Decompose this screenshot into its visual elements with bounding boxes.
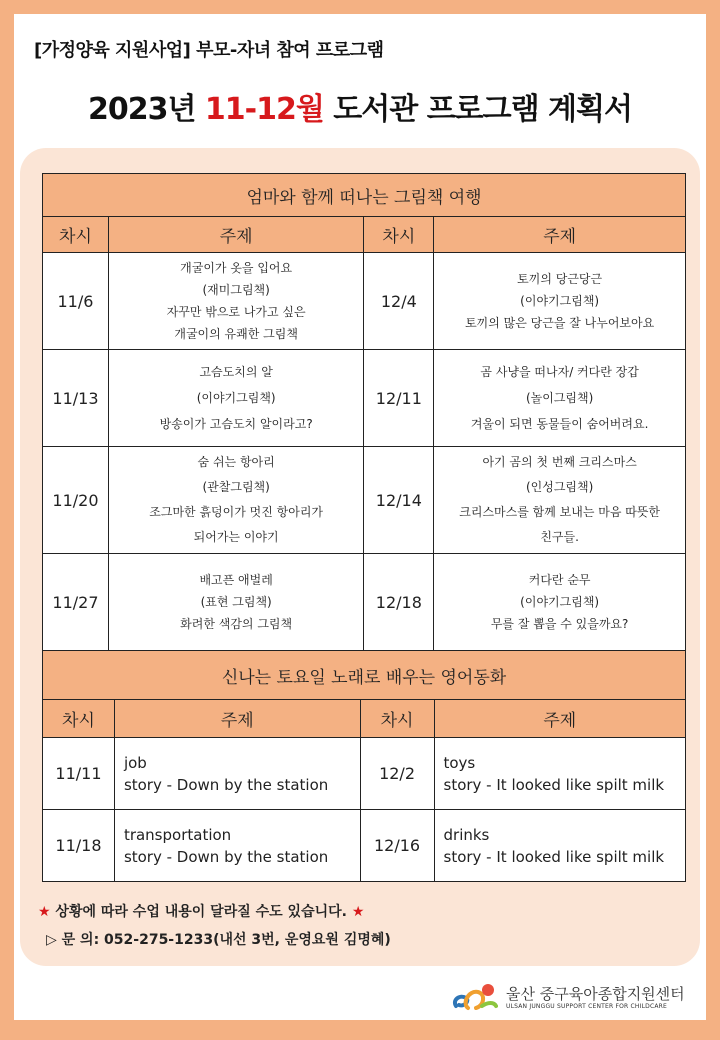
book-title: 고슴도치의 알 (199, 365, 273, 379)
table-row (43, 554, 686, 651)
table-row (43, 447, 686, 554)
col-session: 차시 (43, 700, 115, 738)
topic-word: job (123, 753, 147, 772)
book-title: 아기 곰의 첫 번째 크리스마스 (482, 455, 637, 469)
topic-word: transportation (123, 825, 232, 844)
logo-name: 울산 중구육아종합지원센터 (506, 985, 685, 1003)
col-topic: 주제 (434, 217, 686, 253)
table-row (43, 253, 686, 350)
story-title: story - It looked like spilt milk (443, 775, 665, 794)
book-desc: 크리스마스를 함께 보내는 마음 따뜻한 (459, 505, 660, 519)
topic-word: drinks (443, 825, 490, 844)
picture-book-table (42, 173, 686, 651)
book-genre: (이야기그림책) (196, 391, 276, 405)
book-desc: 조그마한 흙덩이가 멋진 항아리가 (149, 505, 324, 519)
col-topic: 주제 (114, 700, 360, 738)
session-date: 11/18 (43, 810, 115, 882)
table-title: 엄마와 함께 떠나는 그림책 여행 (43, 174, 686, 217)
contact-info (46, 929, 391, 949)
table-row (43, 810, 686, 882)
session-date: 12/14 (364, 447, 434, 554)
topic-cell (434, 253, 686, 350)
book-genre: (재미그림책) (202, 283, 270, 297)
col-topic: 주제 (434, 700, 686, 738)
session-date: 12/2 (360, 738, 434, 810)
story-title: story - Down by the station (123, 847, 329, 866)
book-genre: (인성그림책) (525, 480, 594, 494)
title-year: 2023년 (88, 92, 205, 127)
session-date: 11/27 (43, 554, 109, 651)
document-page (14, 14, 706, 1020)
table-row (43, 738, 686, 810)
session-date: 11/11 (43, 738, 115, 810)
program-subtitle: [가정양육 지원사업] 부모-자녀 참여 프로그램 (34, 40, 384, 61)
book-desc: 개굴이의 유쾌한 그림책 (174, 327, 298, 341)
title-rest: 도서관 프로그램 계획서 (323, 92, 632, 127)
book-genre: (놀이그림책) (525, 391, 594, 405)
session-date: 12/4 (364, 253, 434, 350)
topic-cell (434, 447, 686, 554)
table-title: 신나는 토요일 노래로 배우는 영어동화 (43, 651, 686, 700)
book-desc: 되어가는 이야기 (193, 530, 279, 544)
topic-cell (434, 350, 686, 447)
page-title (14, 84, 706, 128)
english-story-table (42, 650, 686, 882)
col-session: 차시 (43, 217, 109, 253)
session-date: 11/13 (43, 350, 109, 447)
topic-cell (108, 253, 364, 350)
book-genre: (이야기그림책) (520, 595, 600, 609)
notice-message: 상황에 따라 수업 내용이 달라질 수도 있습니다. (50, 904, 347, 920)
logo-subtitle: ULSAN JUNGGU SUPPORT CENTER FOR CHILDCARE (506, 1003, 668, 1010)
story-title: story - It looked like spilt milk (443, 847, 665, 866)
session-date: 12/11 (364, 350, 434, 447)
session-date: 12/16 (360, 810, 434, 882)
topic-cell (434, 810, 686, 882)
topic-cell (108, 350, 364, 447)
topic-cell (114, 810, 360, 882)
star-icon: ★ (38, 904, 51, 920)
book-title: 숨 쉬는 항아리 (197, 455, 275, 469)
book-desc: 화려한 색감의 그림책 (180, 617, 293, 631)
book-genre: (관찰그림책) (202, 480, 270, 494)
notice-text (38, 901, 364, 921)
book-desc: 방송이가 고슴도치 알이라고? (159, 417, 313, 431)
book-genre: (이야기그림책) (520, 294, 600, 308)
book-title: 배고픈 애벌레 (199, 573, 273, 587)
arrow-icon: ▷ (46, 932, 57, 948)
topic-cell (108, 554, 364, 651)
book-title: 곰 사냥을 떠나자/ 커다란 장갑 (480, 365, 639, 379)
topic-cell (114, 738, 360, 810)
topic-cell (434, 554, 686, 651)
book-title: 토끼의 당근당근 (517, 272, 603, 286)
topic-word: toys (443, 753, 476, 772)
book-genre: (표현 그림책) (200, 595, 272, 609)
session-date: 11/20 (43, 447, 109, 554)
book-desc: 겨울이 되면 동물들이 숨어버려요. (470, 417, 649, 431)
book-desc: 무를 잘 뽑을 수 있을까요? (490, 617, 629, 631)
topic-cell (108, 447, 364, 554)
table-row (43, 350, 686, 447)
book-desc: 자꾸만 밖으로 나가고 싶은 (166, 305, 306, 319)
col-topic: 주제 (108, 217, 364, 253)
topic-cell (434, 738, 686, 810)
contact-text: 문 의: 052-275-1233(내선 3번, 운영요원 김명혜) (56, 932, 391, 948)
story-title: story - Down by the station (123, 775, 329, 794)
book-title: 커다란 순무 (528, 573, 591, 587)
center-logo (450, 980, 700, 1016)
session-date: 12/18 (364, 554, 434, 651)
session-date: 11/6 (43, 253, 109, 350)
title-months: 11-12월 (204, 92, 324, 127)
book-title: 개굴이가 옷을 입어요 (180, 261, 293, 275)
star-icon: ★ (351, 904, 365, 920)
col-session: 차시 (364, 217, 434, 253)
col-session: 차시 (360, 700, 434, 738)
logo-mark-icon (450, 980, 498, 1014)
book-desc: 친구들. (540, 530, 579, 544)
book-desc: 토끼의 많은 당근을 잘 나누어보아요 (465, 316, 655, 330)
